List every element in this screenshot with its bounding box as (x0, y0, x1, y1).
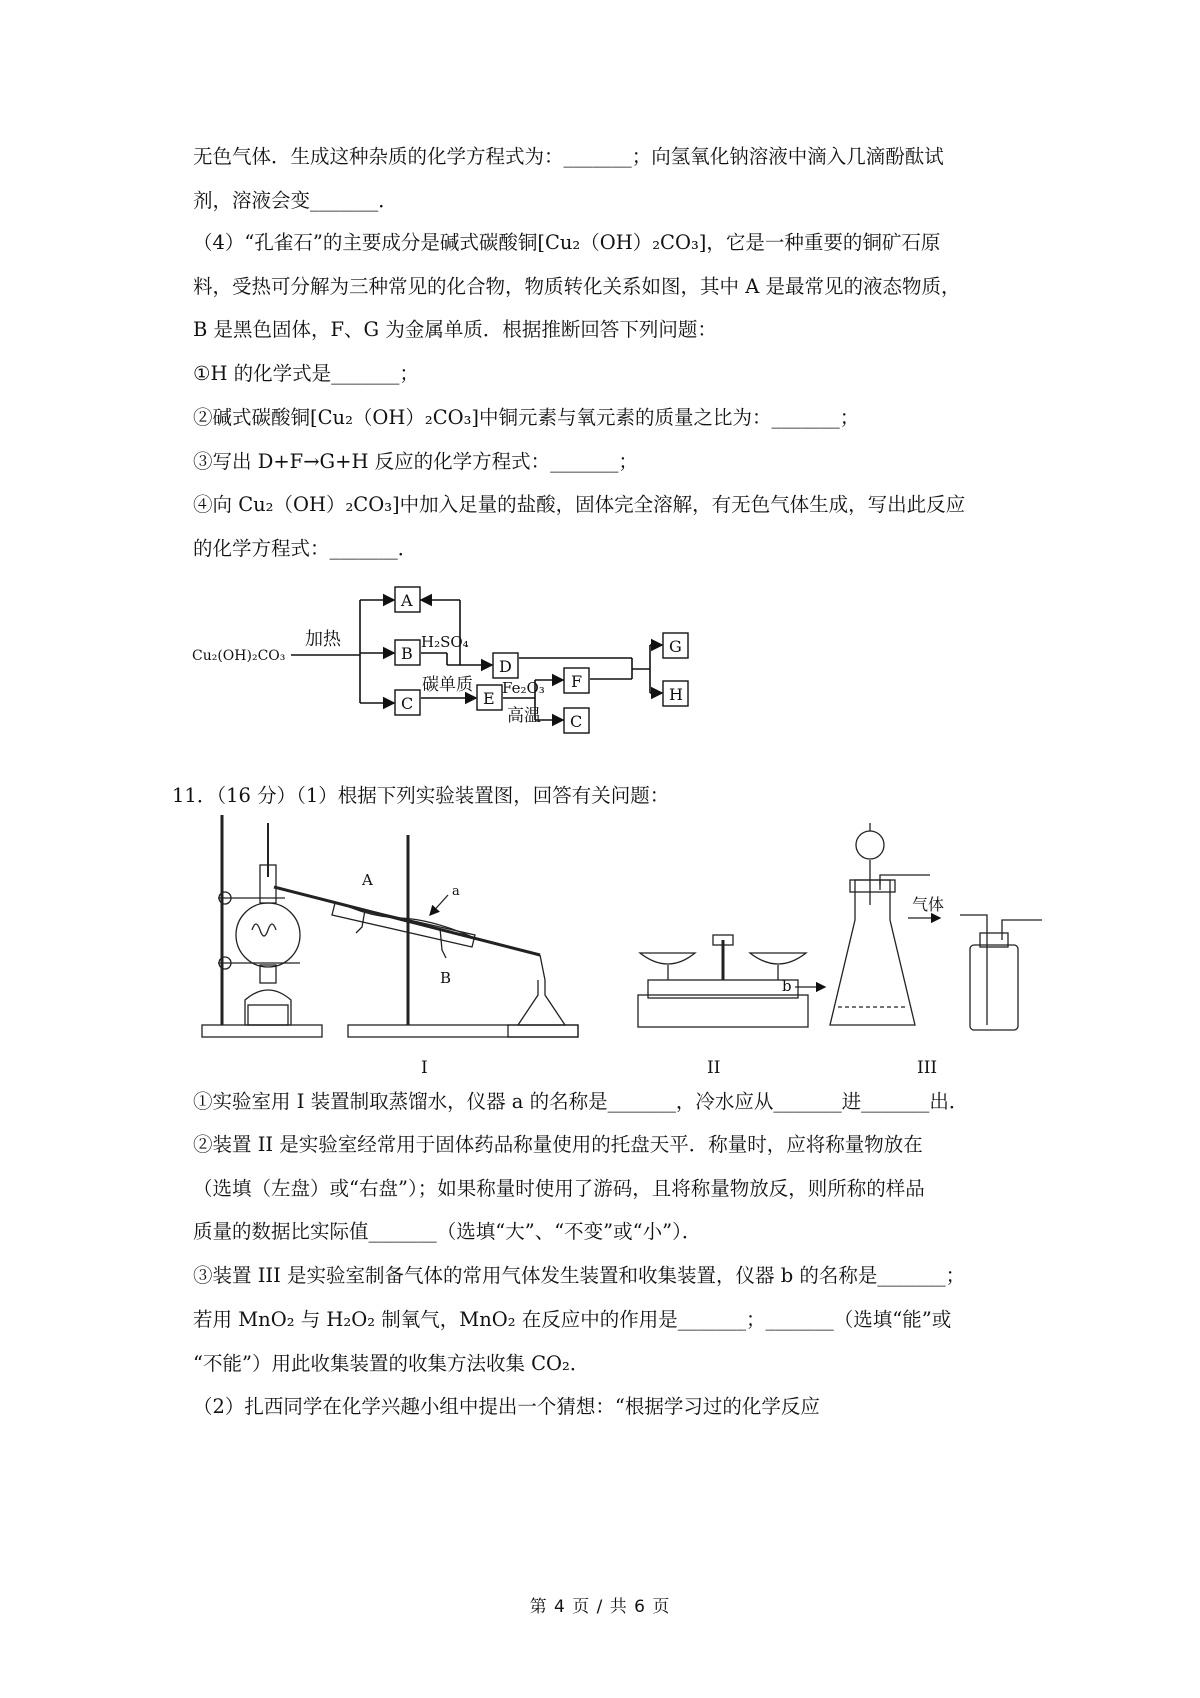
flow-hightemp-label: 高温 (507, 706, 541, 726)
q10-line-5: B 是黑色固体，F、G 为金属单质．根据推断回答下列问题： (193, 318, 717, 341)
label-A: A (362, 871, 373, 889)
label-roman-III: III (917, 1058, 938, 1078)
label-b: b (782, 977, 792, 995)
q10-line-10: 的化学方程式：_______． (193, 537, 418, 560)
q10-line-3: （4）“孔雀石”的主要成分是碱式碳酸铜[Cu₂（OH）₂CO₃]，它是一种重要的铜矿石原 (193, 231, 941, 254)
q10-line-4: 料，受热可分解为三种常见的化合物，物质转化关系如图，其中 A 是最常见的液态物质， (193, 275, 961, 298)
box-E-label: E (483, 689, 495, 708)
q10-line-8: ③写出 D+F→G+H 反应的化学方程式：_______； (193, 450, 638, 473)
page-footer: 第 4 页 / 共 6 页 (529, 1597, 671, 1617)
label-roman-I: I (421, 1058, 428, 1078)
gas-label: 气体 (912, 895, 945, 914)
q11-line-5: 质量的数据比实际值_______（选填“大”、“不变”或“小”）． (193, 1220, 702, 1243)
q11-line-6: ③装置 III 是实验室制备气体的常用气体发生装置和收集装置，仪器 b 的名称是_______； (193, 1264, 966, 1287)
q10-line-7: ②碱式碳酸铜[Cu₂（OH）₂CO₃]中铜元素与氧元素的质量之比为：_______； (193, 406, 860, 429)
q10-line-2: 剂，溶液会变_______． (193, 189, 398, 212)
flow-fe2o3-label: Fe₂O₃ (502, 679, 545, 697)
q11-line-8: “不能”）用此收集装置的收集方法收集 CO₂． (193, 1352, 590, 1375)
box-C2-label: C (570, 712, 583, 731)
box-F-label: F (571, 672, 583, 691)
box-A-label: A (401, 591, 413, 610)
apparatus-figure (190, 815, 1060, 1055)
flow-h2so4-label: H₂SO₄ (421, 633, 469, 651)
box-H-label: H (669, 685, 683, 704)
q11-line-1: 11．（16 分）（1）根据下列实验装置图，回答有关问题： (172, 784, 670, 807)
q11-line-2: ①实验室用 I 装置制取蒸馏水，仪器 a 的名称是_______，冷水应从_______进_______出． (193, 1090, 969, 1113)
box-D-label: D (499, 657, 512, 676)
box-G-label: G (669, 637, 682, 656)
box-B-label: B (401, 644, 413, 663)
q11-line-9: （2）扎西同学在化学兴趣小组中提出一个猜想：“根据学习过的化学反应 (193, 1395, 820, 1418)
q11-line-3: ②装置 II 是实验室经常用于固体药品称量使用的托盘天平．称量时，应将称量物放在 (193, 1133, 923, 1156)
flow-heat-label: 加热 (305, 629, 341, 650)
q10-line-6: ①H 的化学式是_______； (193, 362, 419, 385)
q10-line-9: ④向 Cu₂（OH）₂CO₃]中加入足量的盐酸，固体完全溶解，有无色气体生成，写出此反应 (193, 493, 966, 516)
flow-start-label: Cu₂(OH)₂CO₃ (192, 648, 286, 664)
q11-line-7: 若用 MnO₂ 与 H₂O₂ 制氧气，MnO₂ 在反应中的作用是_______；_______（选填“能”或 (193, 1308, 952, 1331)
label-roman-II: II (707, 1058, 721, 1078)
gas-generation-apparatus (782, 823, 1042, 1030)
q10-line-1: 无色气体．生成这种杂质的化学方程式为：_______；向氢氧化钠溶液中滴入几滴酚酞试 (193, 145, 944, 168)
conversion-flow-diagram (185, 575, 725, 750)
q11-line-4: （选填（左盘）或“右盘”）；如果称量时使用了游码，且将称量物放反，则所称的样品 (193, 1177, 925, 1200)
flow-carbon-label: 碳单质 (422, 675, 473, 695)
label-a: a (452, 884, 460, 899)
distillation-apparatus (202, 815, 578, 1037)
box-C-label: C (401, 694, 414, 713)
label-B: B (440, 969, 452, 987)
